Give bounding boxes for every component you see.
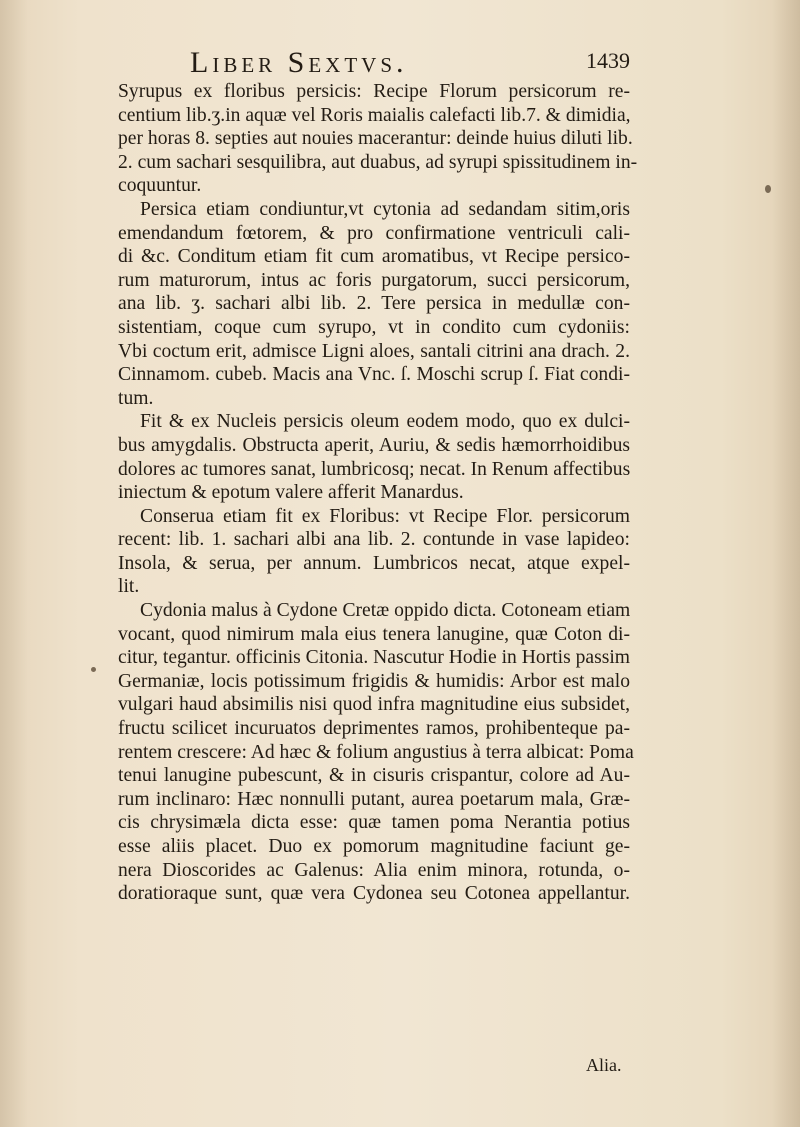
page-number: 1439 [586,48,630,73]
text-block [118,80,638,906]
text-line: Cydonia malus à Cydone Cretæ oppido dicta. Cotoneam etiam [140,600,631,622]
running-head: Liber Sextvs. [190,46,408,79]
text-line: Cinnamom. cubeb. Macis ana Vnc. ſ. Moschi scrup ſ. Fiat condi- [118,364,630,386]
text-line: tum. [118,387,154,409]
page-edge-shadow-right [772,0,800,1127]
text-line: rentem crescere: Ad hæc & folium angustius à terra albicat: Poma [118,741,634,763]
text-line: iniectum & epotum valere afferit Manardus. [118,482,464,504]
text-line: per horas 8. septies aut nouies macerantur: deinde huius diluti lib. [118,128,633,150]
page-edge-shadow-left [0,0,28,1127]
text-line: centium lib.ʒ.in aquæ vel Roris maialis calefacti lib.7. & dimidia, [118,104,631,126]
margin-blot [765,185,771,193]
text-line: ana lib. ʒ. sachari albi lib. 2. Tere persica in medullæ con- [118,293,630,315]
text-line: rum maturorum, intus ac foris purgatorum, succi persicorum, [118,269,630,291]
text-line: doratioraque sunt, quæ vera Cydonea seu Cotonea appellantur. [118,883,630,905]
text-line: fructu scilicet incuruatos deprimentes ramos, prohibenteque pa- [118,718,630,740]
text-line: emendandum fœtorem, & pro confirmatione ventriculi cali- [118,222,630,244]
text-line: recent: lib. 1. sachari albi ana lib. 2. contunde in vase lapideo: [118,529,630,551]
text-line: Vbi coctum erit, admisce Ligni aloes, santali citrini ana drach. 2. [118,340,630,362]
text-line: esse aliis placet. Duo ex pomorum magnitudine faciunt ge- [118,836,630,857]
text-line: tenui lanugine pubescunt, & in cisuris crispantur, colore ad Au- [118,765,630,787]
text-line: Insola, & serua, per annum. Lumbricos necat, atque expel- [118,552,630,574]
text-line: Germaniæ, locis potissimum frigidis & humidis: Arbor est malo [118,670,630,692]
text-line: rum inclinaro: Hæc nonnulli putant, aurea poetarum mala, Græ- [118,788,630,810]
text-line: dolores ac tumores sanat, lumbricosq; necat. In Renum affectibus [118,458,631,480]
text-line: lit. [118,576,140,598]
text-line: di &c. Conditum etiam fit cum aromatibus, vt Recipe persico- [118,246,630,268]
text-line: Conserua etiam fit ex Floribus: vt Recipe Flor. persicorum [140,505,630,527]
catchword: Alia. [586,1055,622,1075]
text-line: sistentiam, coque cum syrupo, vt in condito cum cydoniis: [118,316,630,338]
text-line: 2. cum sachari sesquilibra, aut duabus, ad syrupi spissitudinem in- [118,151,638,173]
text-line: Fit & ex Nucleis persicis oleum eodem modo, quo ex dulci- [140,411,630,433]
text-line: vulgari haud absimilis nisi quod infra magnitudine eius subsidet, [118,694,630,716]
text-line: vocant, quod nimirum mala eius tenera lanugine, quæ Coton di- [118,623,630,645]
text-line: bus amygdalis. Obstructa aperit, Auriu, & sedis hæmorrhoidibus [118,434,630,456]
text-line: Syrupus ex floribus persicis: Recipe Florum persicorum re- [118,81,630,102]
text-line: cis chrysimæla dicta esse: quæ tamen poma Nerantia potius [118,812,630,834]
text-line: citur, tegantur. officinis Citonia. Nascutur Hodie in Hortis passim [118,647,631,669]
text-line: coquuntur. [118,175,202,197]
text-line: nera Dioscorides ac Galenus: Alia enim minora, rotunda, o- [118,859,630,881]
text-line: Persica etiam condiuntur,vt cytonia ad sedandam sitim,oris [140,198,630,220]
margin-dot [91,667,96,672]
